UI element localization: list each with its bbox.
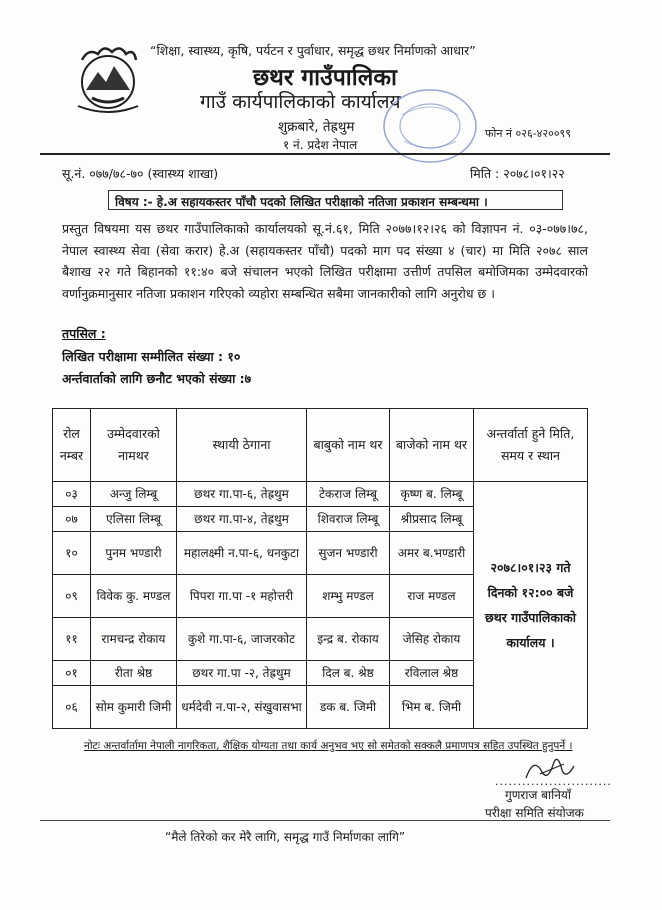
- roll-cell: ०१: [53, 661, 91, 686]
- address-cell: छथर गा.पा-६, तेह्रथुम: [177, 482, 307, 507]
- address-cell: धर्मदेवी न.पा-२, संखुवासभा: [177, 686, 307, 729]
- grandfather-cell: कृष्ण ब. लिम्बू: [390, 482, 474, 507]
- signatory-name: गुणराज बानियाँ: [505, 788, 571, 802]
- roll-cell: ०६: [53, 686, 91, 729]
- address-cell: कुशे गा.पा-६, जाजरकोट: [177, 618, 307, 661]
- address-line-1: शुक्रबारे, तेह्रथुम: [278, 119, 355, 135]
- interview-count: अर्न्तवार्ताको लागि छनौट भएको संख्या :७: [62, 371, 252, 386]
- roll-cell: १०: [53, 532, 91, 575]
- letter-date: मिति : २०७८।०१।२२: [470, 166, 565, 181]
- candidate-cell: विवेक कु. मण्डल: [91, 575, 177, 618]
- header-divider: [40, 153, 610, 155]
- footer-motto: “मैले तिरेको कर मेरै लागि, समृद्ध गाउँ निर्माणका लागि”: [165, 830, 406, 844]
- grandfather-cell: अमर ब.भण्डारी: [390, 532, 474, 575]
- nepal-emblem-icon: [68, 40, 148, 120]
- body-paragraph: प्रस्तुत विषयमा यस छथर गाउँपालिकाको कार्यालयको सू.नं.६१, मिति २०७७।१२।२६ को विज्ञापन नं. ०३-०७७।७८, नेपाल स्वास्थ्य सेवा (सेवा करार) हे.अ (सहायकस्तर पाँचौ) पदको माग पद संख्या ४ (चार) मा मिति २०७८ साल बैशाख २२ गते बिहानको ११:४० बजे संचालन भएको लिखित परीक्षामा उत्तीर्ण तपसिल बमोजिमका उम्मेदवारको वर्णानुक्रमानुसार नतिजा प्रकाशन गरिएको व्यहोरा सम्बन्धित सबैमा जानकारीको लागि अनुरोध छ ।: [62, 221, 588, 301]
- grandfather-cell: जेसिह रोकाय: [390, 618, 474, 661]
- candidate-cell: एलिसा लिम्बू: [91, 507, 177, 532]
- table-header-row: [53, 409, 588, 482]
- tapasil-label: तपसिल :: [62, 326, 106, 341]
- address-cell: छथर गा.पा -२, तेह्रथुम: [177, 661, 307, 686]
- roll-cell: ०९: [53, 575, 91, 618]
- reference-number: सू.नं. ०७७/७८-७० (स्वास्थ्य शाखा): [62, 166, 219, 181]
- header-candidate: उम्मेदवारको नामथर: [91, 409, 177, 482]
- father-cell: इन्द्र ब. रोकाय: [307, 618, 390, 661]
- father-cell: टेकराज लिम्बू: [307, 482, 390, 507]
- footer-divider: [40, 820, 610, 821]
- grandfather-cell: भिम ब. जिमी: [390, 686, 474, 729]
- subject-line: विषय :- हे.अ सहायकस्तर पाँचौ पदको लिखित परीक्षाको नतिजा प्रकाशन सम्बन्धमा ।: [108, 190, 563, 210]
- header-grandfather: बाजेको नाम थर: [390, 409, 474, 482]
- roll-cell: ०३: [53, 482, 91, 507]
- office-name: छथर गाउँपालिका: [253, 65, 397, 91]
- signature-line: ..........................: [495, 775, 612, 788]
- table-row: [53, 482, 588, 507]
- father-cell: डक ब. जिमी: [307, 686, 390, 729]
- header-motto: “शिक्षा, स्वास्थ्य, कृषि, पर्यटन र पुर्वाधार, समृद्ध छथर निर्माणको आधार”: [150, 43, 476, 58]
- results-table: [52, 408, 588, 729]
- candidate-cell: पुनम भण्डारी: [91, 532, 177, 575]
- header-interview: अन्तर्वार्ता हुने मिति, समय र स्थान: [474, 409, 588, 482]
- phone-number: फोन नं ०२६-४२००९९: [485, 127, 571, 140]
- candidate-cell: सोम कुमारी जिमी: [91, 686, 177, 729]
- address-cell: महालक्ष्मी न.पा-६, धनकुटा: [177, 532, 307, 575]
- address-line-2: १ नं. प्रदेश नेपाल: [283, 138, 358, 152]
- grandfather-cell: श्रीप्रसाद लिम्बू: [390, 507, 474, 532]
- grandfather-cell: राज मण्डल: [390, 575, 474, 618]
- candidate-cell: रीता श्रेष्ठ: [91, 661, 177, 686]
- father-cell: शम्भु मण्डल: [307, 575, 390, 618]
- roll-cell: ११: [53, 618, 91, 661]
- grandfather-cell: रविलाल श्रेष्ठ: [390, 661, 474, 686]
- address-cell: छथर गा.पा-४, तेह्रथुम: [177, 507, 307, 532]
- note-text: नोटः अन्तर्वार्तामा नेपाली नागरिकता, शैक्षिक योग्यता तथा कार्य अनुभव भए सो समेतको सक्कलै प्रमाणपत्र सहित उपस्थित हुनुपर्ने ।: [84, 740, 573, 752]
- header-roll: रोल नम्बर: [53, 409, 91, 482]
- signatory-title: परीक्षा समिति संयोजक: [485, 806, 584, 820]
- header-father: बाबुको नाम थर: [307, 409, 390, 482]
- candidate-cell: अन्जु लिम्बू: [91, 482, 177, 507]
- header-address: स्थायी ठेगाना: [177, 409, 307, 482]
- candidate-cell: रामचन्द्र रोकाय: [91, 618, 177, 661]
- father-cell: सुजन भण्डारी: [307, 532, 390, 575]
- father-cell: शिवराज लिम्बू: [307, 507, 390, 532]
- father-cell: दिल ब. श्रेष्ठ: [307, 661, 390, 686]
- office-subtitle: गाउँ कार्यपालिकाको कार्यालय: [200, 91, 401, 113]
- written-exam-count: लिखित परीक्षामा सम्मीलित संख्या : १०: [62, 349, 241, 364]
- address-cell: पिपरा गा.पा -१ महोत्तरी: [177, 575, 307, 618]
- roll-cell: ०७: [53, 507, 91, 532]
- interview-info-cell: २०७८।०१।२३ गते दिनको १२:०० बजे छथर गाउँपालिकाको कार्यालय ।: [474, 482, 588, 729]
